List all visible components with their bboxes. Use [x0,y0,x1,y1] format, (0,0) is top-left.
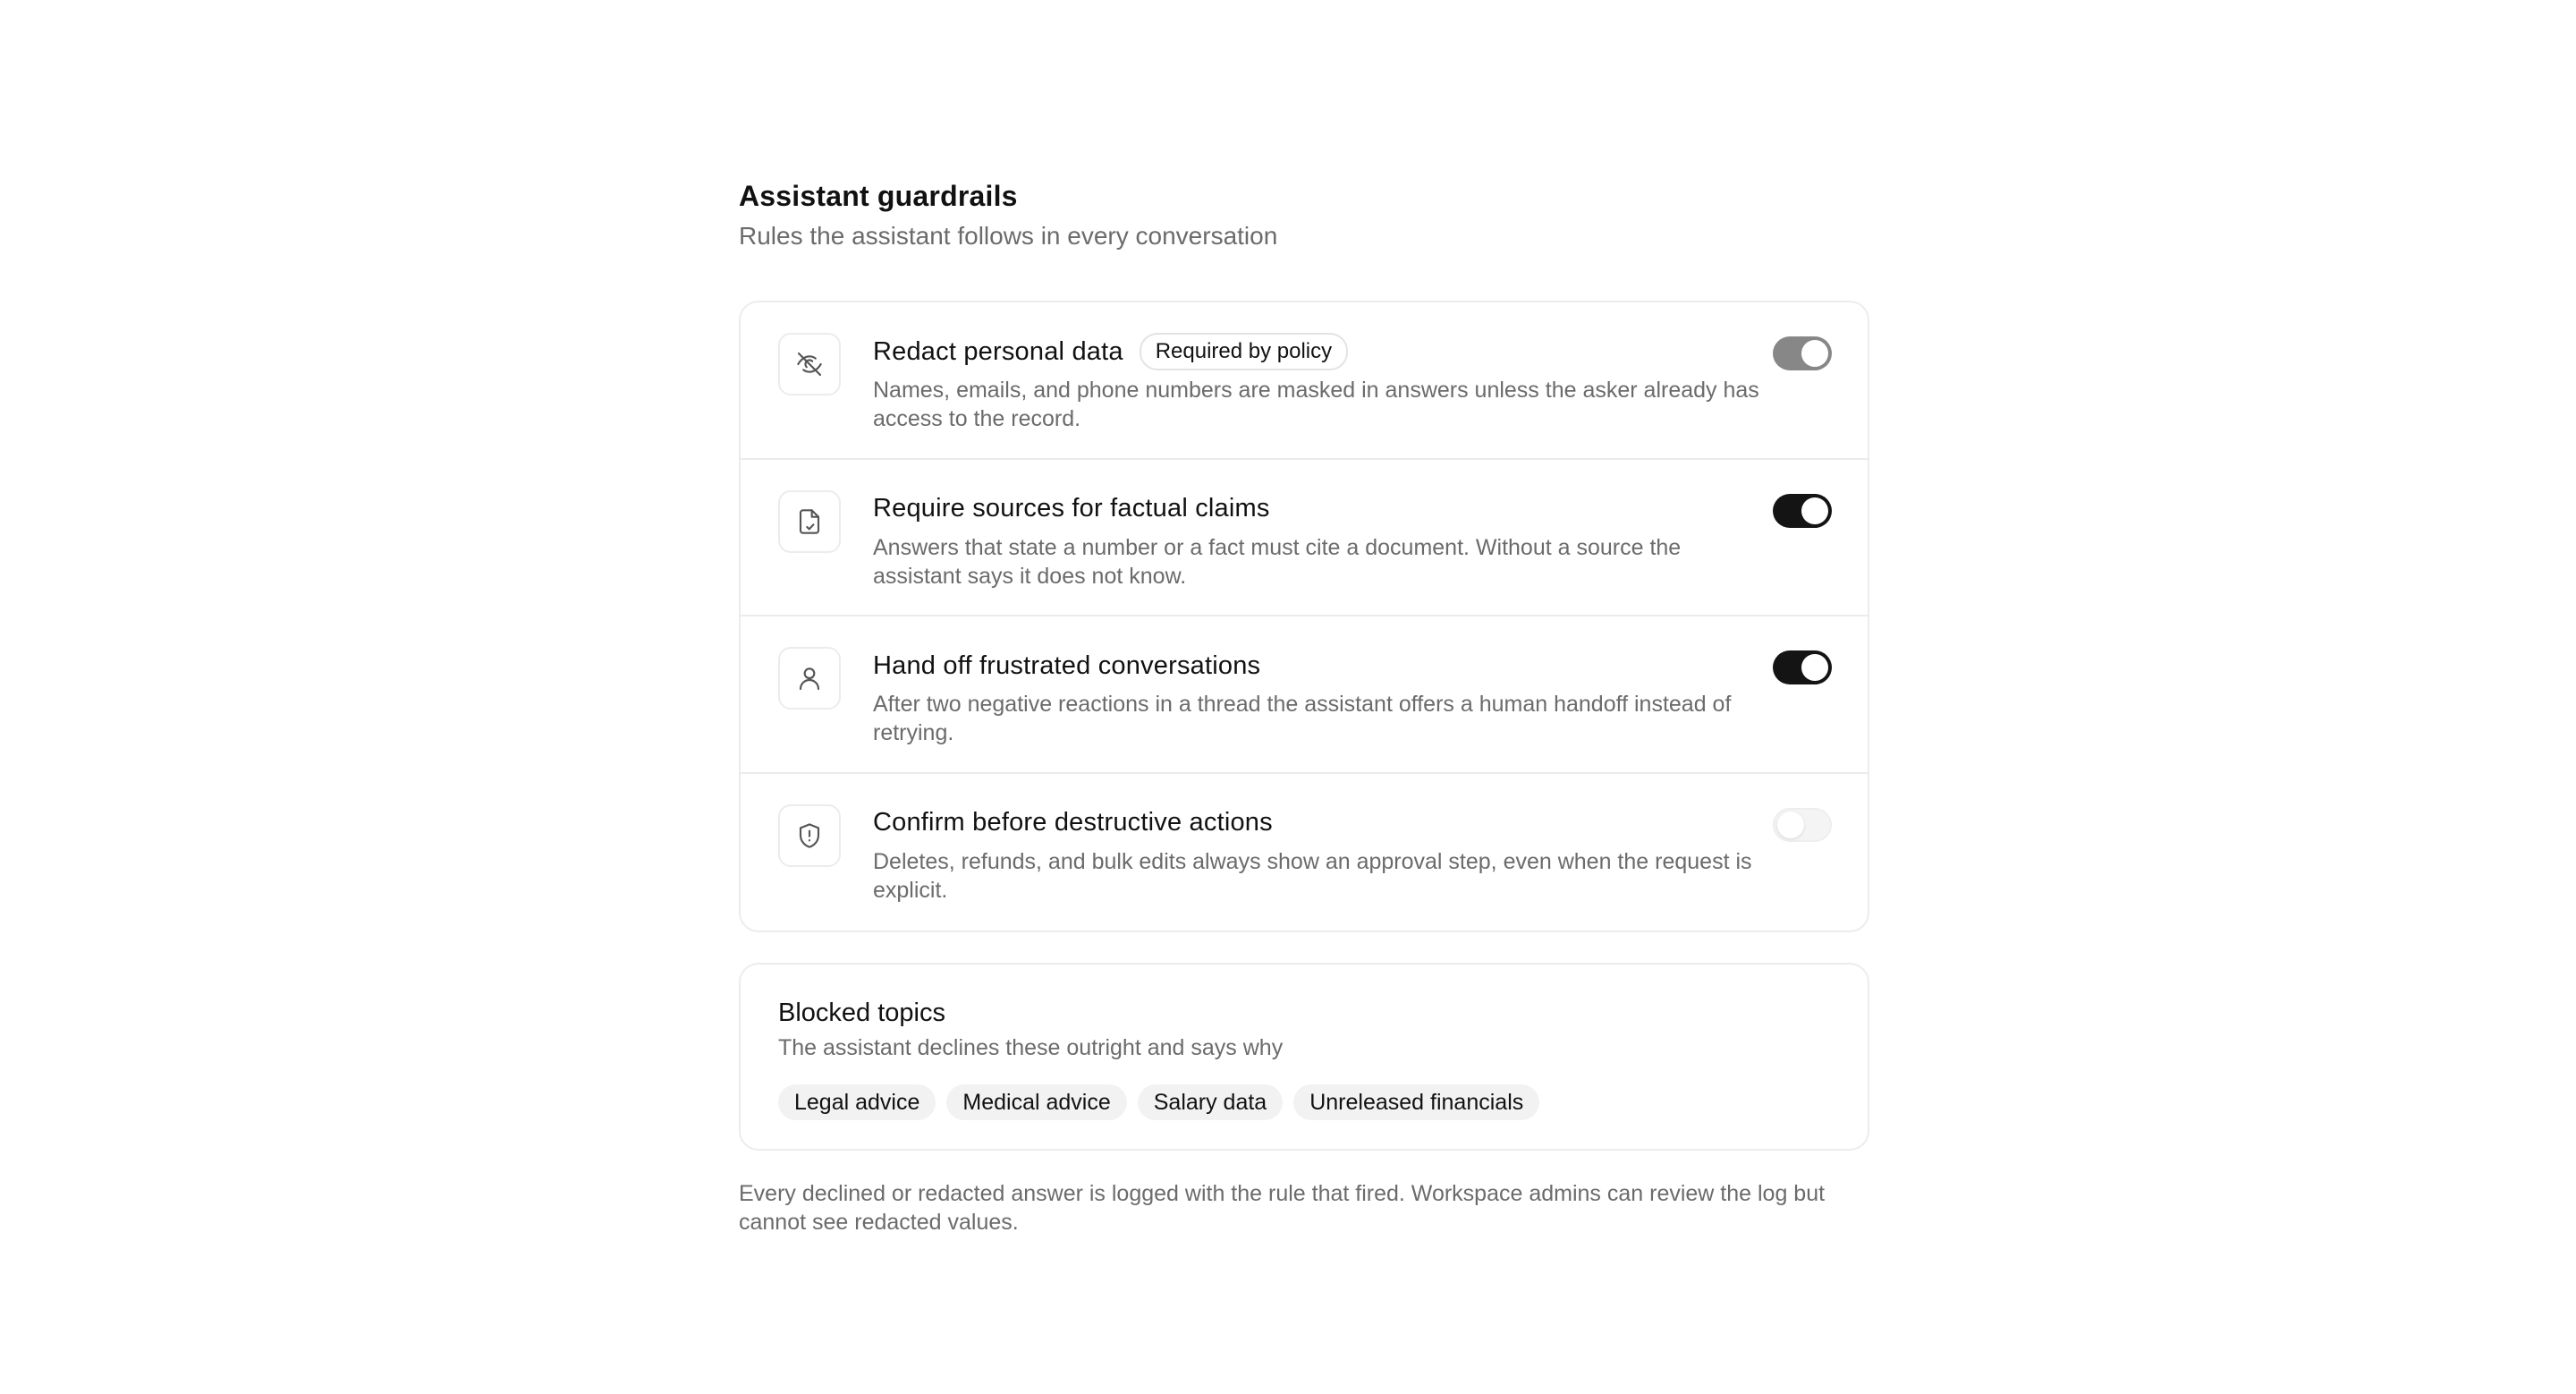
guardrails-page [739,175,1869,1237]
rule-title: Confirm before destructive actions [873,808,1273,837]
rule-redact-personal-data [741,302,1868,460]
rule-title-row [873,803,1767,844]
topic-chip[interactable]: Legal advice [778,1084,936,1120]
rule-text [873,331,1767,433]
required-by-policy-badge: Required by policy [1140,333,1348,370]
rule-text [873,645,1767,747]
rule-title-row [873,331,1767,372]
page-title: Assistant guardrails [739,180,1018,212]
require-sources-toggle[interactable] [1773,494,1832,528]
rule-confirm-destructive [741,774,1868,931]
user-icon [778,647,841,710]
blocked-topics-title: Blocked topics [778,999,945,1027]
rules-card [739,301,1869,932]
toggle-knob [1801,654,1828,681]
rule-title: Require sources for factual claims [873,494,1270,523]
audit-footnote: Every declined or redacted answer is logged with the rule that fired. Workspace admins can review the log but cannot see redacted values. [739,1181,1826,1235]
shield-alert-icon [778,804,841,867]
toggle-knob [1801,340,1828,367]
page-subtitle: Rules the assistant follows in every conversation [739,222,1278,250]
file-check-icon [778,490,841,553]
eye-off-icon [778,333,841,395]
blocked-topics-subtitle: The assistant declines these outright and says why [778,1035,1284,1060]
rule-text [873,489,1767,591]
rule-description: Answers that state a number or a fact must cite a document. Without a source the assistant says it does not know. [873,534,1682,589]
topic-chip[interactable]: Unreleased financials [1293,1084,1539,1120]
blocked-topics-card [739,963,1869,1151]
rule-description: Deletes, refunds, and bulk edits always show an approval step, even when the request is explicit. [873,848,1752,903]
rule-text [873,803,1767,905]
toggle-knob [1777,812,1804,838]
rule-require-sources [741,460,1868,617]
toggle-knob [1801,497,1828,524]
rule-description: After two negative reactions in a thread the assistant offers a human handoff instead of retrying. [873,692,1732,745]
rule-title-row [873,489,1767,530]
rule-title-row [873,645,1767,686]
topic-chip[interactable]: Medical advice [946,1084,1126,1120]
rule-hand-off-frustrated [741,616,1868,774]
hand-off-toggle[interactable] [1773,650,1832,684]
confirm-destructive-toggle[interactable] [1773,808,1832,842]
rule-description: Names, emails, and phone numbers are masked in answers unless the asker already has access to the record. [873,378,1759,431]
rule-title: Redact personal data [873,336,1123,366]
topic-chip[interactable]: Salary data [1138,1084,1283,1120]
redact-personal-data-toggle[interactable] [1773,336,1832,370]
blocked-topics-list [778,1084,1539,1120]
rule-title: Hand off frustrated conversations [873,650,1261,680]
